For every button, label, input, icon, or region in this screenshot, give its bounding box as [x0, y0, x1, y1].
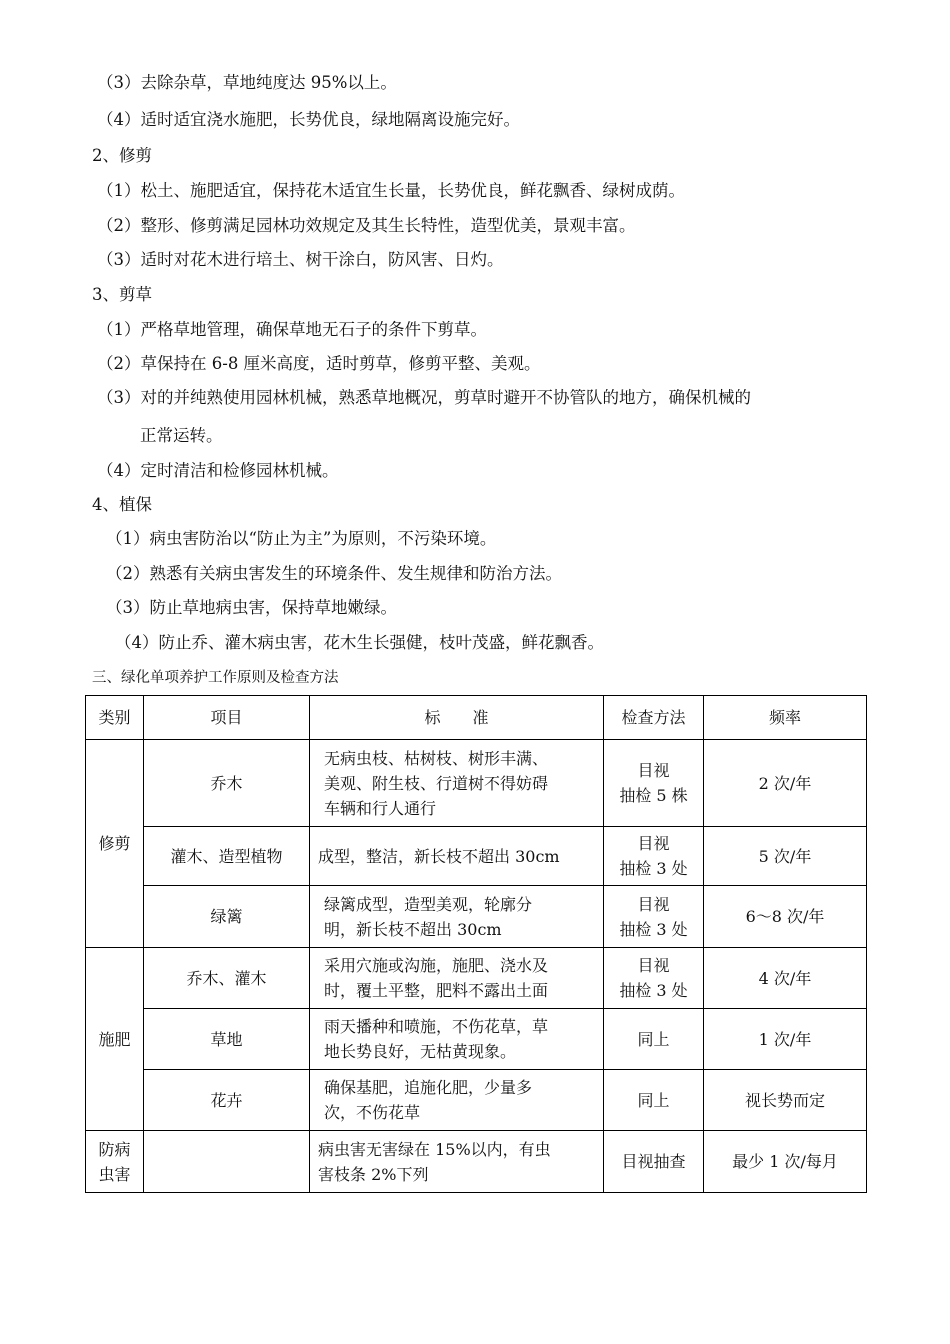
header-category: 类别: [86, 696, 144, 740]
row-standard: 病虫害无害绿在 15%以内，有虫 害枝条 2%下列: [310, 1131, 604, 1193]
section4-item2: （2）熟悉有关病虫害发生的环境条件、发生规律和防治方法。: [106, 564, 562, 583]
table-row: [86, 1131, 867, 1193]
group-pest: 防病 虫害: [86, 1131, 144, 1193]
section3-item3-line1: （3）对的并纯熟使用园林机械，熟悉草地概况，剪草时避开不协管队的地方，确保机械的: [97, 388, 751, 407]
row-item: 绿篱: [144, 886, 310, 948]
section4-item1: （1）病虫害防治以“防止为主”为原则，不污染环境。: [106, 529, 497, 548]
row-frequency: 5 次/年: [704, 827, 867, 886]
row-standard: 无病虫枝、枯树枝、树形丰满、 美观、附生枝、行道树不得妨碍 车辆和行人通行: [310, 740, 604, 827]
row-method: 同上: [604, 1009, 704, 1070]
section1-item4: （4）适时适宜浇水施肥，长势优良，绿地隔离设施完好。: [97, 110, 520, 129]
row-method: 同上: [604, 1070, 704, 1131]
table-row: [86, 740, 867, 827]
row-standard: 绿篱成型，造型美观，轮廓分 明，新长枝不超出 30cm: [310, 886, 604, 948]
header-frequency: 频率: [704, 696, 867, 740]
section3-item3-line2: 正常运转。: [140, 426, 223, 445]
row-item: 花卉: [144, 1070, 310, 1131]
section2-item1: （1）松土、施肥适宜，保持花木适宜生长量，长势优良，鲜花飘香、绿树成荫。: [97, 181, 685, 200]
row-item: 草地: [144, 1009, 310, 1070]
group-prune: 修剪: [86, 740, 144, 948]
section3-title: 3、剪草: [92, 285, 152, 304]
table-row: [86, 886, 867, 948]
table-title: 三、绿化单项养护工作原则及检查方法: [92, 670, 339, 686]
row-method: 目视 抽检 3 处: [604, 948, 704, 1009]
row-frequency: 4 次/年: [704, 948, 867, 1009]
header-method: 检查方法: [604, 696, 704, 740]
section2-item2: （2）整形、修剪满足园林功效规定及其生长特性，造型优美，景观丰富。: [97, 216, 636, 235]
row-standard: 雨天播种和喷施，不伤花草，草 地长势良好，无枯黄现象。: [310, 1009, 604, 1070]
section2-item3: （3）适时对花木进行培土、树干涂白，防风害、日灼。: [97, 250, 504, 269]
header-standard: 标 准: [310, 696, 604, 740]
section4-item4: （4）防止乔、灌木病虫害，花木生长强健，枝叶茂盛，鲜花飘香。: [115, 633, 604, 652]
section3-item1: （1）严格草地管理，确保草地无石子的条件下剪草。: [97, 320, 487, 339]
row-standard: 成型，整洁，新长枝不超出 30cm: [310, 827, 604, 886]
row-frequency: 2 次/年: [704, 740, 867, 827]
care-standards-table: [85, 695, 867, 1193]
row-method: 目视 抽检 5 株: [604, 740, 704, 827]
row-standard: 采用穴施或沟施，施肥、浇水及 时，覆土平整，肥料不露出土面: [310, 948, 604, 1009]
section3-item2: （2）草保持在 6-8 厘米高度，适时剪草，修剪平整、美观。: [97, 354, 541, 373]
row-frequency: 1 次/年: [704, 1009, 867, 1070]
header-item: 项目: [144, 696, 310, 740]
row-standard: 确保基肥，追施化肥，少量多 次，不伤花草: [310, 1070, 604, 1131]
row-item: 灌木、造型植物: [144, 827, 310, 886]
section4-title: 4、植保: [92, 495, 152, 514]
row-frequency: 6～8 次/年: [704, 886, 867, 948]
row-method: 目视抽查: [604, 1131, 704, 1193]
group-fertilize: 施肥: [86, 948, 144, 1131]
row-method: 目视 抽检 3 处: [604, 827, 704, 886]
table-row: [86, 948, 867, 1009]
section3-item4: （4）定时清洁和检修园林机械。: [97, 461, 339, 480]
row-frequency: 视长势而定: [704, 1070, 867, 1131]
row-item: [144, 1131, 310, 1193]
table-row: [86, 1009, 867, 1070]
section1-item3: （3）去除杂草，草地纯度达 95%以上。: [97, 73, 397, 92]
row-frequency: 最少 1 次/每月: [704, 1131, 867, 1193]
table-row: [86, 827, 867, 886]
section4-item3: （3）防止草地病虫害，保持草地嫩绿。: [106, 598, 397, 617]
section2-title: 2、修剪: [92, 146, 152, 165]
row-item: 乔木: [144, 740, 310, 827]
row-method: 目视 抽检 3 处: [604, 886, 704, 948]
table-row: [86, 1070, 867, 1131]
row-item: 乔木、灌木: [144, 948, 310, 1009]
table-header-row: [86, 696, 867, 740]
